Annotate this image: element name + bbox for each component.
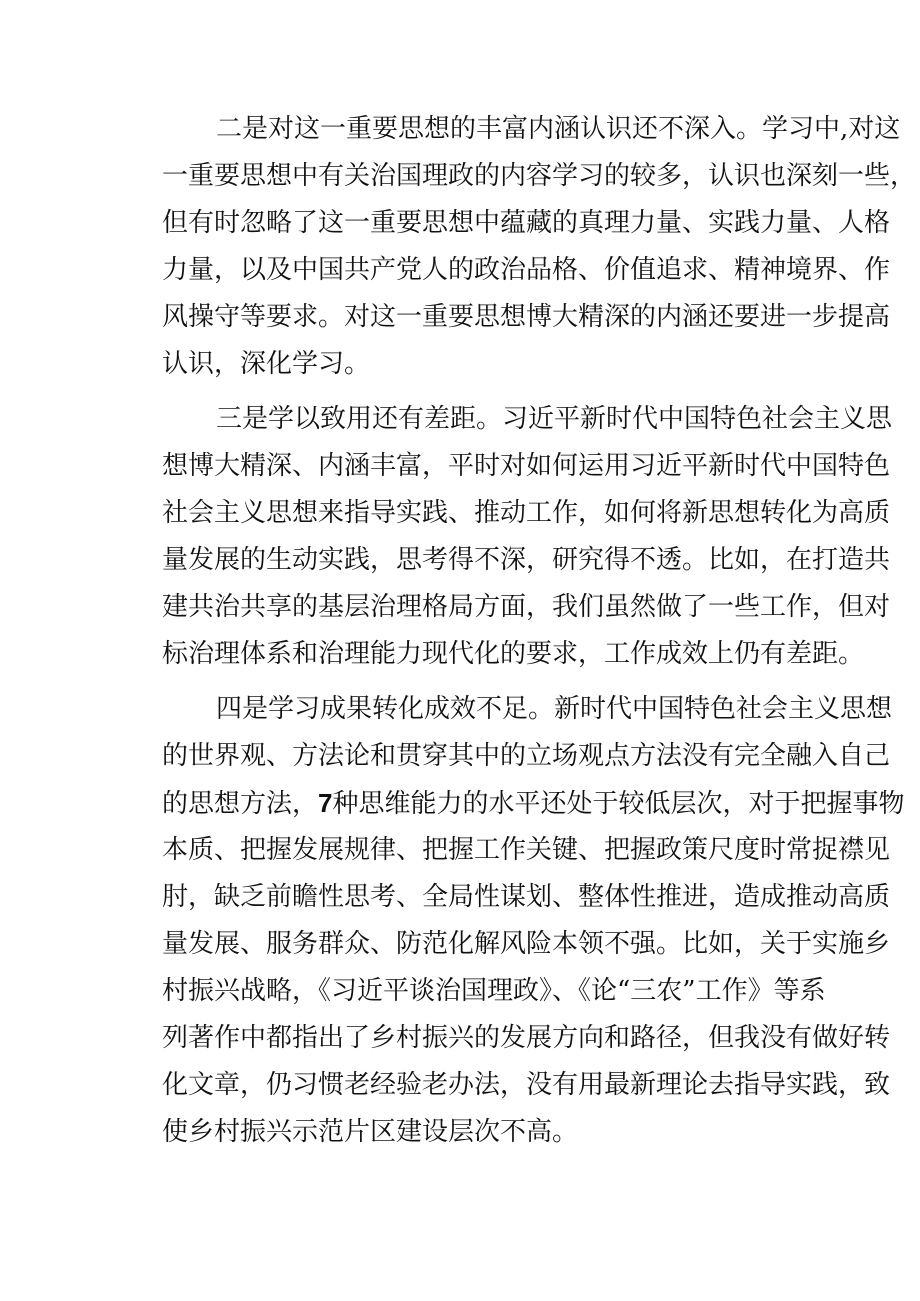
paragraph-2-line-5: 风操守等要求。对这一重要思想博大精深的内涵还要进一步提高 xyxy=(162,302,891,332)
paragraph-4-line-5: 肘，缺乏前瞻性思考、全局性谋划、整体性推进，造成推动高质 xyxy=(162,882,891,912)
paragraph-2-line-1: 二是对这一重要思想的丰富内涵认识还不深入。学习中,对这 xyxy=(216,114,901,144)
paragraph-4-line-3-start: 的思想方法， xyxy=(162,789,319,819)
paragraph-4-line-1: 四是学习成果转化成效不足。新时代中国特色社会主义思想 xyxy=(216,694,893,724)
paragraph-2-line-3: 但有时忽略了这一重要思想中蕴藏的真理力量、实践力量、人格 xyxy=(162,208,891,238)
paragraph-2-line-4: 力量，以及中国共产党人的政治品格、价值追求、精神境界、作 xyxy=(162,255,891,285)
paragraph-4-line-2: 的世界观、方法论和贯穿其中的立场观点方法没有完全融入自己 xyxy=(162,741,891,771)
paragraph-4-line-4: 本质、把握发展规律、把握工作关键、把握政策尺度时常捉襟见 xyxy=(162,835,891,865)
paragraph-4-line-9: 化文章，仍习惯老经验老办法，没有用最新理论去指导实践，致 xyxy=(162,1070,891,1100)
paragraph-2-line-2: 一重要思想中有关治国理政的内容学习的较多，认识也深刻一些， xyxy=(162,161,917,191)
paragraph-3-line-3: 社会主义思想来指导实践、推动工作，如何将新思想转化为高质 xyxy=(162,498,891,528)
bold-number-seven: 7 xyxy=(318,788,333,818)
paragraph-4-line-3 xyxy=(162,788,905,819)
paragraph-4-line-7: 村振兴战略，《习近平谈治国理政》、《论“三农”工作》等系 xyxy=(162,976,826,1006)
paragraph-3-line-4: 量发展的生动实践，思考得不深，研究得不透。比如，在打造共 xyxy=(162,545,891,575)
paragraph-3-line-6: 标治理体系和治理能力现代化的要求，工作成效上仍有差距。 xyxy=(162,639,865,669)
paragraph-4-line-10: 使乡村振兴示范片区建设层次不高。 xyxy=(162,1117,579,1147)
paragraph-4-line-6: 量发展、服务群众、防范化解风险本领不强。比如，关于实施乡 xyxy=(162,929,891,959)
paragraph-4-line-8: 列著作中都指出了乡村振兴的发展方向和路径，但我没有做好转 xyxy=(162,1023,891,1053)
paragraph-4-line-3-rest: 种思维能力的水平还处于较低层次，对于把握事物 xyxy=(332,789,905,819)
paragraph-3-line-5: 建共治共享的基层治理格局方面，我们虽然做了一些工作，但对 xyxy=(162,592,891,622)
paragraph-3-line-1: 三是学以致用还有差距。习近平新时代中国特色社会主义思 xyxy=(216,404,893,434)
paragraph-2-line-6: 认识，深化学习。 xyxy=(162,349,371,379)
paragraph-3-line-2: 想博大精深、内涵丰富，平时对如何运用习近平新时代中国特色 xyxy=(162,451,891,481)
